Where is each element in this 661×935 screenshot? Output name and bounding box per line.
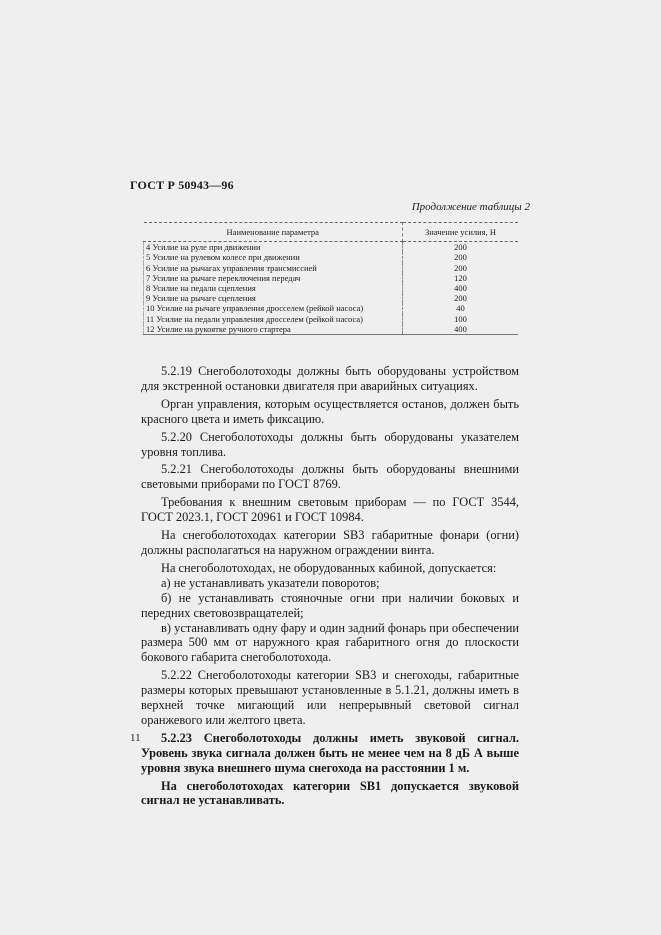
parameter-name: 9 Усилие на рычаге сцепления (144, 293, 403, 303)
column-header-value: Значение усилия, Н (403, 223, 519, 242)
paragraph: На снегоболотоходах категории SB3 габаритные фонари (огни) должны располагаться на наружном ограждении винта. (141, 528, 519, 557)
paragraph: На снегоболотоходах, не оборудованных кабиной, допускается: (161, 560, 497, 575)
table-row (144, 303, 519, 313)
page-number: 11 (130, 732, 141, 744)
column-header-parameter: Наименование параметра (144, 223, 403, 242)
table-row (144, 283, 519, 293)
parameter-value: 120 (454, 272, 467, 283)
table-row (144, 263, 519, 273)
parameter-value: 200 (454, 242, 467, 253)
parameter-name: 8 Усилие на педали сцепления (144, 283, 403, 293)
parameter-name: 12 Усилие на рукоятке ручного стартера (144, 324, 403, 335)
paragraph: 5.2.21 Снегоболотоходы должны быть оборудованы внешними световыми приборами по ГОСТ 8769. (141, 462, 519, 492)
parameter-value: 200 (454, 252, 467, 263)
body-text (141, 364, 519, 811)
list-item: в) устанавливать одну фару и один задний фонарь при обеспечении размера 500 мм от наружного края габаритного огня до плоскости бокового габарита снегоболотохода. (141, 620, 519, 665)
paragraph: 5.2.19 Снегоболотоходы должны быть оборудованы устройством для экстренной остановки двигателя при аварийных ситуациях. (141, 364, 519, 393)
paragraph: Требования к внешним световым приборам — по ГОСТ 3544, ГОСТ 2023.1, ГОСТ 20961 и ГОСТ 10984. (141, 495, 519, 525)
parameter-value: 200 (454, 262, 467, 273)
list-item: б) не устанавливать стояночные огни при наличии боковых и передних световозвращателей; (141, 590, 519, 620)
parameter-value: 40 (456, 303, 465, 314)
table-row (144, 252, 519, 262)
document-code: ГОСТ Р 50943—96 (130, 178, 234, 192)
parameter-name: 7 Усилие на рычаге переключения передач (144, 273, 403, 283)
parameter-name: 4 Усилие на руле при движении (144, 242, 403, 253)
parameter-value: 400 (403, 324, 519, 335)
table-row (144, 324, 519, 335)
parameter-value: 200 (454, 293, 467, 304)
table-header-row (144, 223, 519, 242)
parameter-name: 11 Усилие на педали управления дросселем (рейкой насоса) (144, 314, 403, 324)
table-row (144, 314, 519, 324)
parameter-name: 6 Усилие на рычагах управления трансмиссией (144, 263, 403, 273)
paragraph: Орган управления, которым осуществляется останов, должен быть красного цвета и иметь фиксацию. (141, 396, 519, 426)
parameter-value: 400 (454, 283, 467, 294)
paragraph: 5.2.22 Снегоболотоходы категории SB3 и снегоходы, габаритные размеры которых превышают установленные в 5.1.21, должны иметь в верхней точке мигающий или непрерывный световой сигнал оранжевого или желтого цвета. (141, 668, 519, 727)
parameter-name: 10 Усилие на рычаге управления дросселем (рейкой насоса) (144, 303, 403, 313)
table-continuation-label: Продолжение таблицы 2 (411, 201, 530, 213)
parameter-name: 5 Усилие на рулевом колесе при движении (144, 252, 403, 262)
table-row (144, 293, 519, 303)
list-item: а) не устанавливать указатели поворотов; (161, 575, 380, 590)
paragraph: 5.2.23 Снегоболотоходы должны иметь звуковой сигнал. Уровень звука сигнала должен быть не менее чем на 8 дБ А выше уровня звука внешнего шума снегохода на расстоянии 1 м. (141, 730, 519, 775)
paragraph: 5.2.20 Снегоболотоходы должны быть оборудованы указателем уровня топлива. (141, 429, 519, 459)
parameters-table (143, 222, 518, 335)
table-row (144, 242, 519, 253)
table-row (144, 273, 519, 283)
paragraph: На снегоболотоходах категории SB1 допускается звуковой сигнал не устанавливать. (141, 778, 519, 808)
parameter-value: 100 (454, 313, 467, 324)
